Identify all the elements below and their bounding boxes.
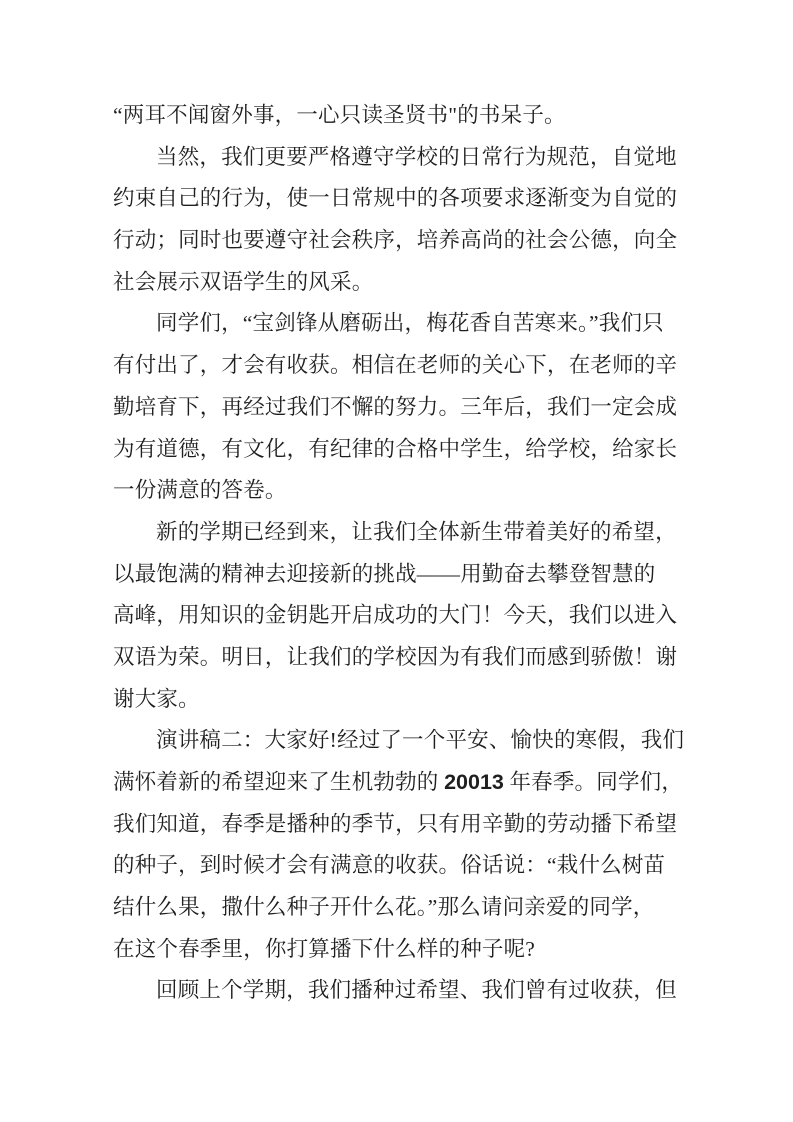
text-line: 在这个春季里，你打算播下什么样的种子呢? xyxy=(113,936,536,961)
text-line: 同学们，“宝剑锋从磨砺出，梅花香自苦寒来。”我们只 xyxy=(156,311,664,336)
text-line: 当然，我们更要严格遵守学校的日常行为规范，自觉地 xyxy=(156,144,677,169)
text-line: 为有道德，有文化，有纪律的合格中学生，给学校，给家长 xyxy=(113,436,678,461)
text-line: 我们知道，春季是播种的季节，只有用辛勤的劳动播下希望 xyxy=(113,811,678,836)
text-line: “两耳不闻窗外事，一心只读圣贤书"的书呆子。 xyxy=(113,103,566,127)
text-line: 演讲稿二：大家好!经过了一个平安、愉快的寒假，我们 xyxy=(156,728,685,753)
text-line: 约束自己的行为，使一日常规中的各项要求逐渐变为自觉的 xyxy=(113,186,678,211)
text-line: 谢大家。 xyxy=(113,686,200,711)
text-line: 社会展示双语学生的风采。 xyxy=(113,269,374,294)
text-line: 的种子，到时候才会有满意的收获。俗话说：“栽什么树苗 xyxy=(113,853,666,878)
text-line: 回顾上个学期，我们播种过希望、我们曾有过收获，但 xyxy=(156,978,677,1003)
text-line: 双语为荣。明日，让我们的学校因为有我们而感到骄傲！谢 xyxy=(113,644,678,669)
text-line: 一份满意的答卷。 xyxy=(113,478,287,503)
text-line xyxy=(113,762,684,804)
text-line: 高峰，用知识的金钥匙开启成功的大门！今天，我们以进入 xyxy=(113,603,678,628)
text-line: 结什么果，撒什么种子开什么花。”那么请问亲爱的同学， xyxy=(113,895,655,920)
text-line: 新的学期已经到来，让我们全体新生带着美好的希望， xyxy=(156,519,677,544)
text-segment: 年春季。同学们， xyxy=(503,770,684,794)
text-line: 有付出了，才会有收获。相信在老师的关心下，在老师的辛 xyxy=(113,353,678,378)
text-line: 行动；同时也要遵守社会秩序，培养高尚的社会公德，向全 xyxy=(113,228,678,253)
text-line: 勤培育下，再经过我们不懈的努力。三年后，我们一定会成 xyxy=(113,394,678,419)
year-number: 20013 xyxy=(444,770,504,794)
text-line: 以最饱满的精神去迎接新的挑战——用勤奋去攀登智慧的 xyxy=(113,561,656,586)
text-segment: 满怀着新的希望迎来了生机勃勃的 xyxy=(113,770,445,794)
